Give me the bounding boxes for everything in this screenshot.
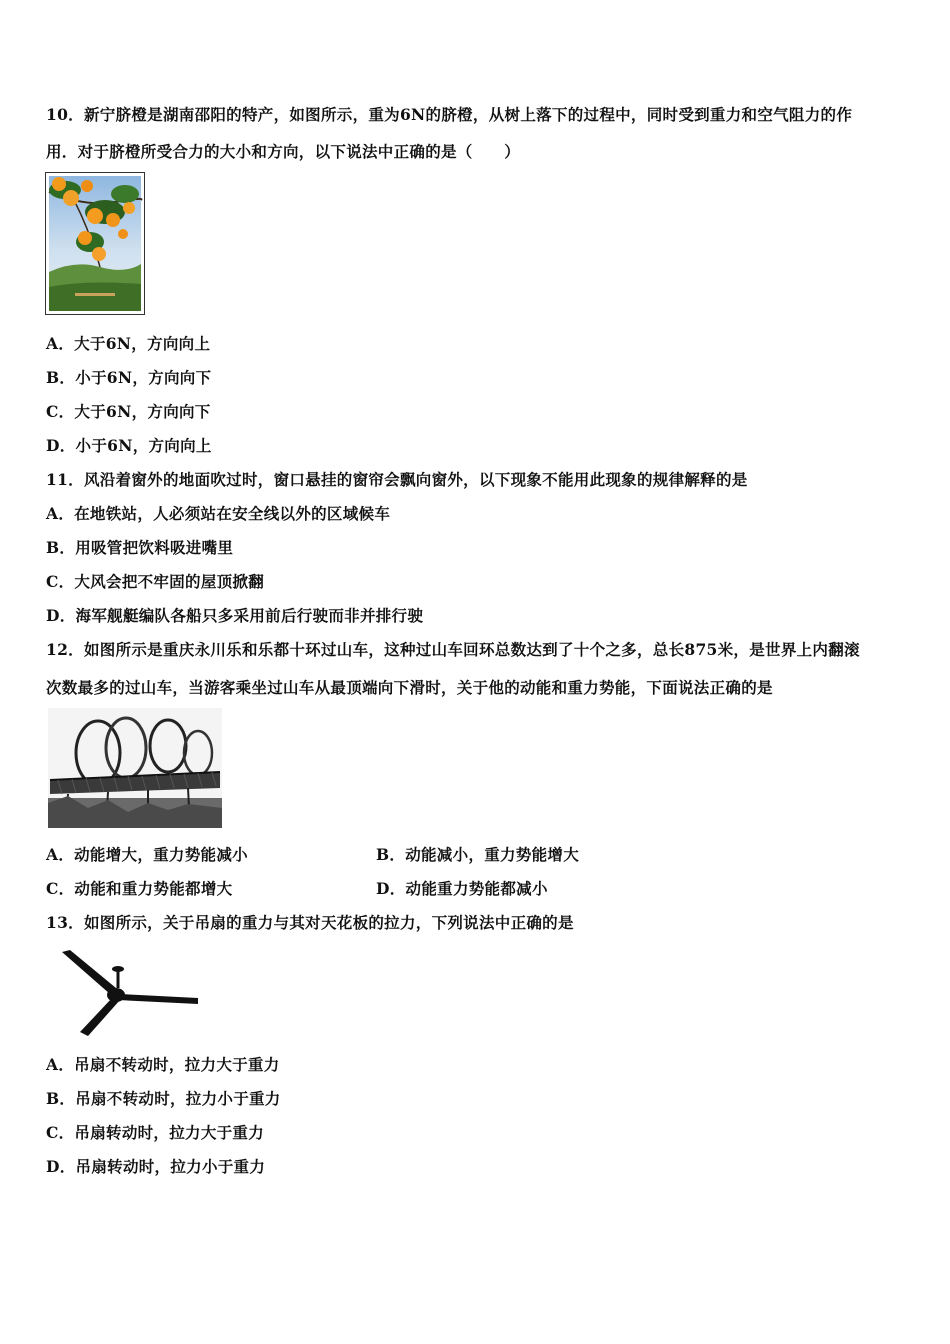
roller-coaster-figure [48,708,222,828]
q13-option-a: A．吊扇不转动时，拉力大于重力 [46,1055,280,1074]
q11-option-a: A．在地铁站，人必须站在安全线以外的区域候车 [46,504,391,523]
q13-stem: 13．如图所示，关于吊扇的重力与其对天花板的拉力，下列说法中正确的是 [46,913,574,932]
q11-option-b: B．用吸管把饮料吸进嘴里 [46,538,234,557]
q12-option-d: D．动能重力势能都减小 [376,879,548,898]
ceiling-fan-figure [48,944,208,1044]
q10-stem-line2: 用．对于脐橙所受合力的大小和方向，以下说法中正确的是（ ） [46,142,521,161]
q12-stem-line1: 12．如图所示是重庆永川乐和乐都十环过山车，这种过山车回环总数达到了十个之多，总长875米，是世界上内翻滚 [46,640,860,659]
q12-option-a: A．动能增大，重力势能减小 [46,845,248,864]
q11-option-c: C．大风会把不牢固的屋顶掀翻 [46,572,265,591]
q10-stem-line1: 10．新宁脐橙是湖南邵阳的特产，如图所示，重为6N的脐橙，从树上落下的过程中，同时受到重力和空气阻力的作 [46,105,853,124]
q11-option-d: D．海军舰艇编队各船只多采用前后行驶而非并排行驶 [46,606,424,625]
q12-option-c: C．动能和重力势能都增大 [46,879,233,898]
q13-option-d: D．吊扇转动时，拉力小于重力 [46,1157,266,1176]
q10-option-b: B．小于6N，方向向下 [46,368,212,387]
q10-option-c: C．大于6N，方向向下 [46,402,211,421]
q13-option-b: B．吊扇不转动时，拉力小于重力 [46,1089,281,1108]
q10-option-d: D．小于6N，方向向上 [46,436,212,455]
q12-stem-line2: 次数最多的过山车，当游客乘坐过山车从最顶端向下滑时，关于他的动能和重力势能，下面说法正确的是 [46,678,773,697]
q13-option-c: C．吊扇转动时，拉力大于重力 [46,1123,265,1142]
q12-option-b: B．动能减小，重力势能增大 [376,845,580,864]
orange-tree-figure [45,172,145,315]
q11-stem: 11．风沿着窗外的地面吹过时，窗口悬挂的窗帘会飘向窗外，以下现象不能用此现象的规律解释的是 [46,470,748,489]
q10-option-a: A．大于6N，方向向上 [46,334,211,353]
